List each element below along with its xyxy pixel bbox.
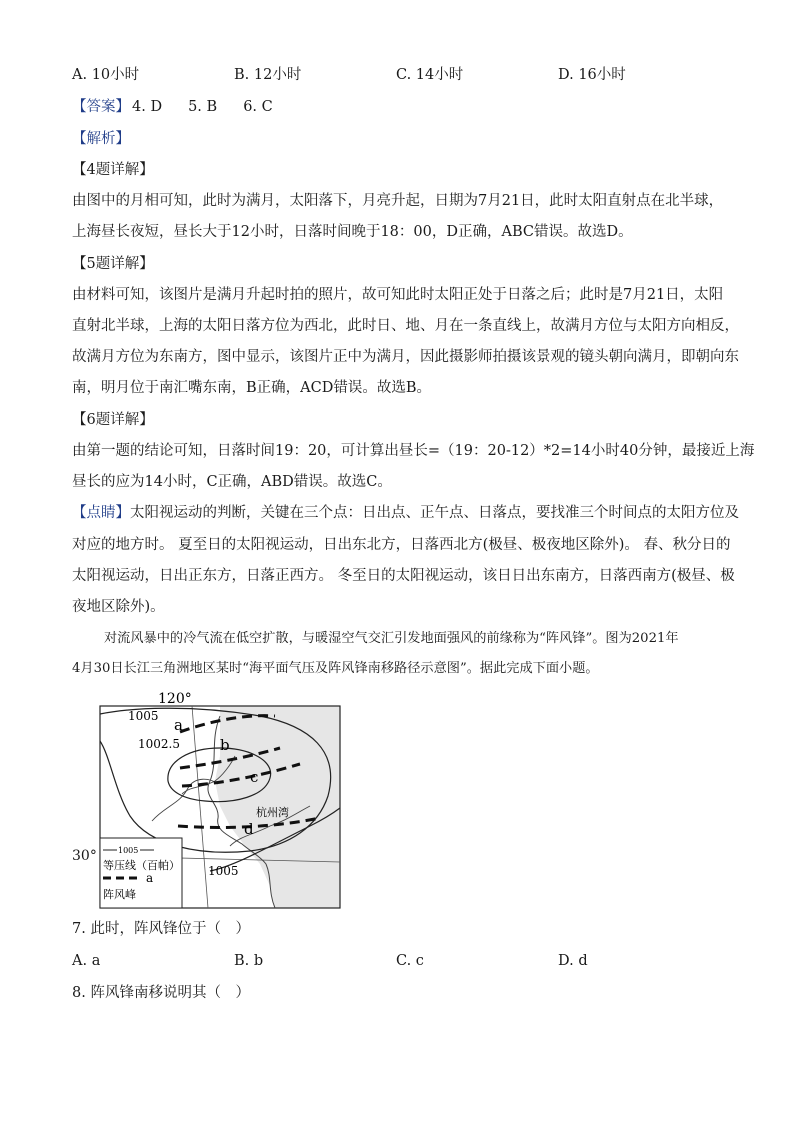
legend-front-text: 阵风峰 — [103, 888, 136, 901]
answer-label: 【答案】 — [72, 99, 130, 115]
q5-heading: 【5题详解】 — [72, 256, 154, 272]
q3-option-a: A. 10小时 — [72, 67, 140, 83]
answer-item: 5. B — [188, 99, 218, 115]
q6-line: 昼长的应为14小时，C正确，ABD错误。故选C。 — [72, 474, 392, 490]
front-label-d: d — [244, 820, 254, 838]
isobar-label: 1005 — [208, 864, 239, 878]
answer-line — [72, 97, 273, 117]
front-label-b: b — [220, 736, 230, 754]
place-label: 杭州湾 — [256, 806, 289, 819]
stem-line: 4月30日长江三角洲地区某时“海平面气压及阵风锋南移路径示意图”。据此完成下面小题。 — [72, 661, 599, 676]
q6-heading: 【6题详解】 — [72, 412, 154, 428]
front-label-c: c — [250, 768, 259, 786]
legend-isobar-text: 等压线（百帕） — [103, 859, 180, 872]
q7-question: 7. 此时，阵风锋位于（ ） — [72, 921, 250, 937]
pressure-map-figure — [70, 686, 350, 916]
answer-item: 6. C — [243, 99, 273, 115]
lon-label: 120° — [158, 691, 192, 707]
q3-option-d: D. 16小时 — [558, 67, 626, 83]
q4-line: 由图中的月相可知，此时为满月，太阳落下，月亮升起，日期为7月21日，此时太阳直射点在北半球， — [72, 193, 724, 209]
tip-line: 夜地区除外)。 — [72, 599, 165, 615]
legend-front-letter: a — [146, 871, 154, 885]
q7-option-a: A. a — [72, 953, 101, 969]
q8-question: 8. 阵风锋南移说明其（ ） — [72, 985, 250, 1001]
q4-line: 上海昼长夜短，昼长大于12小时，日落时间晚于18：00，D正确，ABC错误。故选D。 — [72, 224, 633, 240]
isobar-label: 1005 — [128, 709, 159, 723]
tip-label: 【点睛】 — [72, 505, 130, 521]
legend-isobar-value: 1005 — [118, 846, 139, 855]
lat-label: 30° — [72, 848, 97, 864]
answer-item: 4. D — [132, 99, 163, 115]
tip-text: 太阳视运动的判断，关键在三个点：日出点、正午点、日落点，要找准三个时间点的太阳方位及 — [130, 505, 739, 521]
q5-line: 由材料可知，该图片是满月升起时拍的照片，故可知此时太阳正处于日落之后；此时是7月21日，太阳 — [72, 287, 724, 303]
tip-line: 太阳视运动，日出正东方，日落正西方。 冬至日的太阳视运动，该日日出东南方，日落西南方(极昼、极 — [72, 568, 735, 584]
isobar-label: 1002.5 — [138, 737, 180, 751]
q5-line: 直射北半球，上海的太阳日落方位为西北，此时日、地、月在一条直线上，故满月方位与太阳方向相反， — [72, 318, 739, 334]
q7-option-d: D. d — [558, 953, 588, 969]
tip-line — [72, 503, 739, 523]
q7-option-b: B. b — [234, 953, 264, 969]
q3-option-c: C. 14小时 — [396, 67, 464, 83]
stem-line: 对流风暴中的冷气流在低空扩散，与暖湿空气交汇引发地面强风的前缘称为“阵风锋”。图为2021年 — [104, 631, 679, 646]
q7-option-c: C. c — [396, 953, 424, 969]
tip-line: 对应的地方时。 夏至日的太阳视运动，日出东北方，日落西北方(极昼、极夜地区除外)。 春、秋分日的 — [72, 537, 731, 553]
front-label-a: a — [174, 716, 183, 734]
analysis-label: 【解析】 — [72, 131, 130, 147]
meridian-120 — [192, 706, 208, 908]
q4-heading: 【4题详解】 — [72, 162, 154, 178]
q3-option-b: B. 12小时 — [234, 67, 302, 83]
q6-line: 由第一题的结论可知，日落时间19：20，可计算出昼长=（19：20-12）*2=14小时40分钟，最接近上海 — [72, 443, 755, 459]
q5-line: 南，明月位于南汇嘴东南，B正确，ACD错误。故选B。 — [72, 380, 432, 396]
q5-line: 故满月方位为东南方，图中显示，该图片正中为满月，因此摄影师拍摄该景观的镜头朝向满月，即朝向东 — [72, 349, 739, 365]
